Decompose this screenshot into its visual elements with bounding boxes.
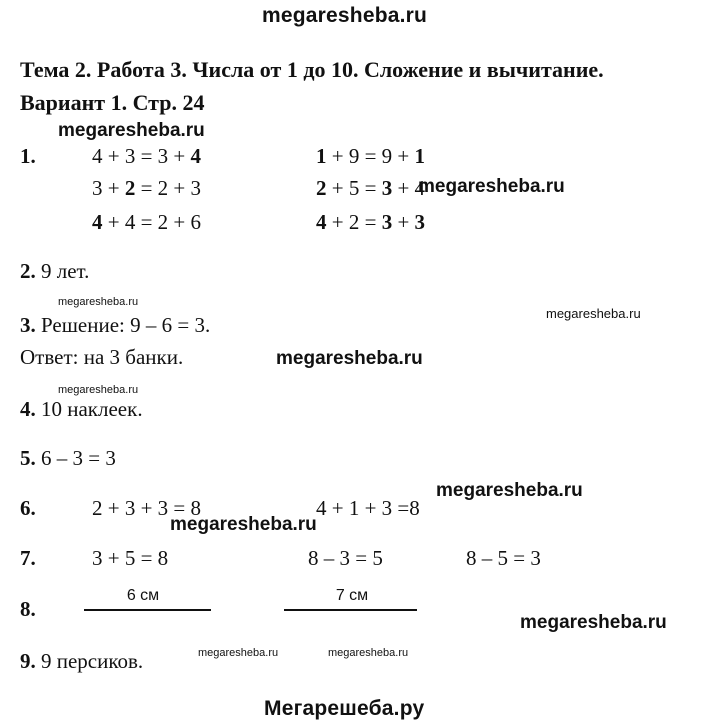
equation: 1 + 9 = 9 + 1 xyxy=(316,144,426,168)
equation: 3 + 5 = 8 xyxy=(92,546,169,570)
watermark: megaresheba.ru xyxy=(198,647,279,659)
task-number: 1. xyxy=(20,144,36,168)
watermark: megaresheba.ru xyxy=(546,306,641,321)
watermark: megaresheba.ru xyxy=(170,514,317,535)
segment-1 xyxy=(84,609,211,611)
task-2: 2. 9 лет. xyxy=(20,259,90,283)
task-3: 3. Решение: 9 – 6 = 3. xyxy=(20,313,211,337)
segment-2-label: 7 см xyxy=(335,587,369,604)
watermark-bottom: Мегарешеба.ру xyxy=(264,697,425,720)
watermark: megaresheba.ru xyxy=(328,647,409,659)
equation: 3 + 2 = 2 + 3 xyxy=(92,176,202,200)
task-3-answer: Ответ: на 3 банки. xyxy=(20,345,184,369)
watermark: megaresheba.ru xyxy=(276,348,423,369)
task-number: 7. xyxy=(20,546,36,570)
task-4: 4. 10 наклеек. xyxy=(20,397,143,421)
page-subtitle: Вариант 1. Стр. 24 xyxy=(20,90,205,115)
equation: 4 + 3 = 3 + 4 xyxy=(92,144,202,168)
equation: 4 + 2 = 3 + 3 xyxy=(316,210,426,234)
equation: 4 + 1 + 3 =8 xyxy=(316,496,420,520)
watermark: megaresheba.ru xyxy=(58,120,205,141)
segment-1-label: 6 см xyxy=(126,587,160,604)
equation: 2 + 5 = 3 + 4 xyxy=(316,176,426,200)
equation: 8 – 3 = 5 xyxy=(308,546,383,570)
task-number: 8. xyxy=(20,597,36,621)
task-number: 6. xyxy=(20,496,36,520)
watermark: megaresheba.ru xyxy=(520,612,667,633)
watermark: megaresheba.ru xyxy=(436,480,583,501)
watermark: megaresheba.ru xyxy=(418,176,565,197)
watermark-top: megaresheba.ru xyxy=(262,4,428,27)
equation: 8 – 5 = 3 xyxy=(466,546,541,570)
equation: 2 + 3 + 3 = 8 xyxy=(92,496,202,520)
segment-2 xyxy=(284,609,417,611)
equation: 4 + 4 = 2 + 6 xyxy=(92,210,202,234)
task-5: 5. 6 – 3 = 3 xyxy=(20,446,116,470)
task-9: 9. 9 персиков. xyxy=(20,649,144,673)
watermark: megaresheba.ru xyxy=(58,384,139,396)
watermark: megaresheba.ru xyxy=(58,296,139,308)
page-title: Тема 2. Работа 3. Числа от 1 до 10. Сложение и вычитание. xyxy=(20,57,604,82)
